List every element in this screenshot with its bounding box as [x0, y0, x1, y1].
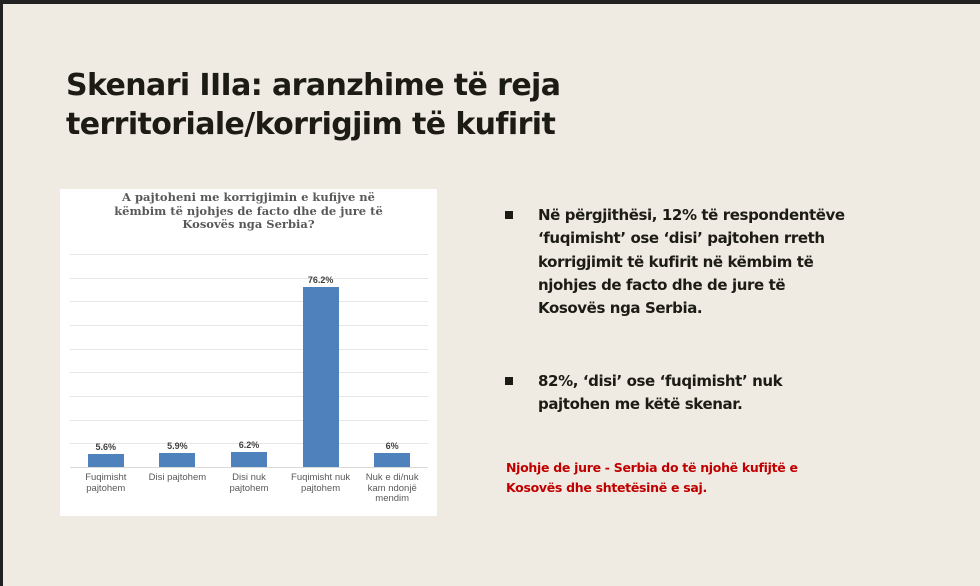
- gridline: [70, 396, 428, 397]
- category-label: Disi pajtohem: [148, 472, 207, 483]
- gridline: [70, 301, 428, 302]
- gridline: [70, 254, 428, 255]
- data-label: 5.6%: [95, 441, 117, 452]
- bar: [374, 453, 410, 467]
- bar: [303, 287, 339, 467]
- slide-title: [66, 66, 626, 144]
- category-label: Fuqimisht nuk pajtohem: [291, 472, 351, 494]
- note-line: Njohje de jure - Serbia do të njohë kufijtë e: [506, 460, 798, 475]
- bullet-line: njohjes de facto dhe de jure të: [538, 275, 786, 294]
- gridline: [70, 325, 428, 326]
- plot-area: [70, 254, 428, 467]
- category-label: Fuqimisht pajtohem: [85, 472, 127, 494]
- bullet-line: 82%, ‘disi’ ose ‘fuqimisht’ nuk: [538, 372, 783, 390]
- note-line: Kosovës dhe shtetësinë e saj.: [506, 480, 707, 495]
- gridline: [70, 372, 428, 373]
- bullet-line: Në përgjithësi, 12% të respondentëve: [538, 206, 845, 224]
- bar: [231, 452, 267, 467]
- bullet-line: pajtohen me këtë skenar.: [538, 395, 743, 414]
- category-label: Disi nuk pajtohem: [229, 472, 269, 494]
- gridline: [70, 349, 428, 350]
- x-axis-line: [70, 467, 428, 468]
- slide-title-line: Skenari IIIa: aranzhime të reja: [66, 68, 561, 103]
- square-bullet-icon: [505, 377, 513, 385]
- bullet-line: ‘fuqimisht’ ose ‘disi’ pajtohen rreth: [538, 229, 825, 248]
- window-left-border: [0, 0, 3, 586]
- bullet-text: [538, 204, 898, 320]
- bar: [88, 454, 124, 467]
- data-label: 6%: [385, 440, 399, 451]
- data-label: 76.2%: [307, 274, 334, 285]
- chart-title: [60, 191, 437, 232]
- chart-title-line: këmbim të njohjes de facto dhe de jure të: [114, 203, 383, 218]
- bullet-text: [538, 370, 898, 417]
- data-label: 6.2%: [238, 440, 260, 451]
- slide-title-line: territoriale/korrigjim të kufirit: [66, 107, 556, 142]
- bar-chart: [60, 189, 437, 516]
- gridline: [70, 278, 428, 279]
- category-label: Nuk e di/nuk kam ndonjë mendim: [365, 472, 419, 504]
- gridline: [70, 420, 428, 421]
- chart-title-line: A pajtoheni me korrigjimin e kufijve në: [122, 190, 375, 204]
- data-label: 5.9%: [167, 441, 188, 452]
- bar: [159, 453, 195, 467]
- definition-note: [506, 458, 886, 498]
- bullet-line: Kosovës nga Serbia.: [538, 299, 703, 318]
- chart-title-line: Kosovës nga Serbia?: [182, 217, 315, 231]
- square-bullet-icon: [505, 211, 513, 219]
- bullet-line: korrigjimit të kufirit në këmbim të: [538, 252, 814, 271]
